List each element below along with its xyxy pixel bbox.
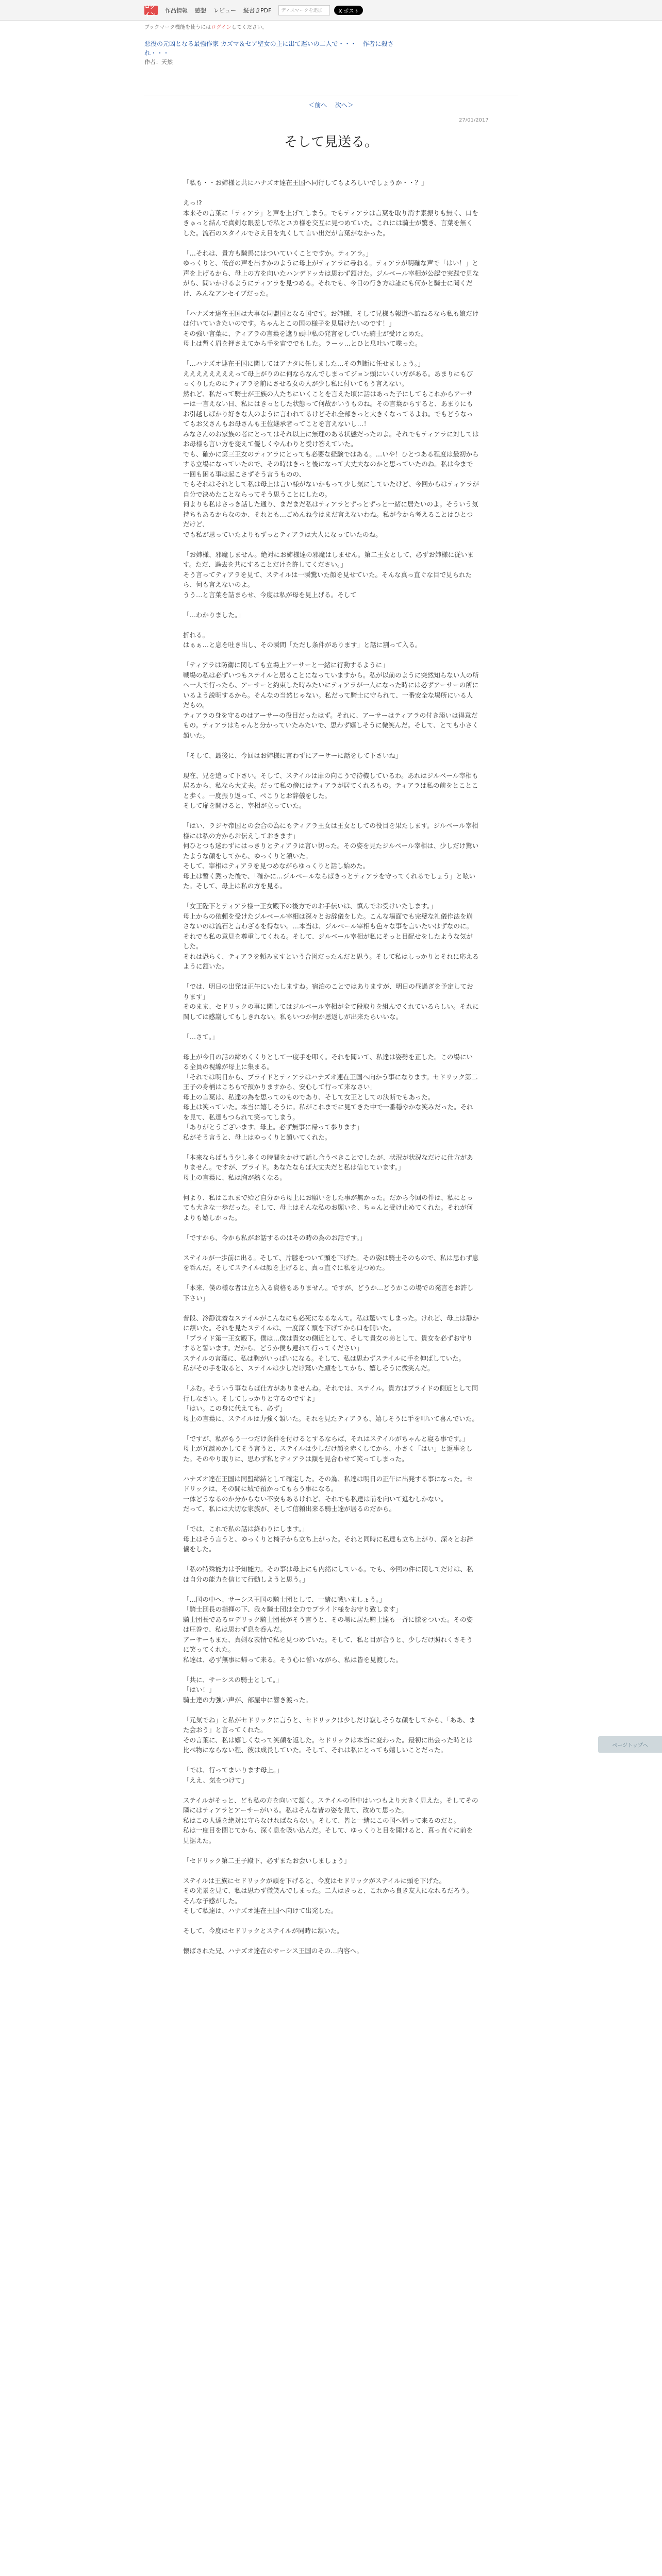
body-paragraph: 「…わかりました。」 [183,611,244,619]
body-paragraph: 現在、兄を追って下さい。そして、ステイルは扉の向こうで待機しているわ。あれはジルベール宰相も居るから、私なら大丈夫。だって私の傍にはティアラが居てくれるもの。ティアラは私の前をとことこと歩く。一度振り返って、ぺこりとお辞儀をした。 そして扉を開けると、宰相が立っていた。 [183,771,478,809]
body-paragraph: 「本来、僕の様な者は立ち入る資格もありません。ですが、どうか…どうかこの場での発言をお許し下さい」 [183,1284,474,1302]
body-paragraph: 「ですから、今から私がお話するのはその時の為のお話です。」 [183,1233,367,1242]
body-paragraph: 「では、明日の出発は正午にいたしますね。宿泊のことではありますが、明日の昼過ぎを予定しております」 そのまま、セドリックの事に関してはジルベール宰相が全て段取りを組んでくれているらしい。それに関しては感謝してもしきれない。私もいつか何か恩返しが出来たらいいな。 [183,982,479,1021]
body-paragraph: 「では、これで私の話は終わりにします。」 母上はそう言うと、ゆっくりと椅子から立ち上がった。それと同時に私達も立ち上がり、深々とお辞儀をした。 [183,1525,473,1553]
nav-item-info[interactable]: 作品情報 [165,7,188,14]
body-paragraph: ハナズオ達在王国は同盟締結として確定した。その為、私達は明日の正午に出発する事になった。セドリックは、その間に城で預かってもらう事になる。 一体どうなるのか分からない不安もあるけれど、それでも私達は前を向いて進むしかない。 だって、私には大切な家族が、そして信頼出来る騎士達が居るのだから。 [183,1475,473,1513]
page-top-button[interactable]: ページトップへ [598,1736,662,1753]
novel-body [183,178,479,1966]
pager-top [0,100,662,109]
login-button[interactable]: ログイン [144,6,158,15]
top-bar [0,0,662,21]
bookmark-input[interactable]: ディスマークを追加 [278,5,330,15]
body-paragraph: 「ですが、私がもう一つだけ条件を付けるとするならば、それはステイルがちゃんと寝る事です。」 母上が冗談めかしてそう言うと、ステイルは少しだけ顔を赤くしてから、小さく「はい」と返事をした。そのやり取りに、思わず私とティアラは顔を見合わせて笑ってしまった。 [183,1434,473,1463]
body-paragraph: ステイルは王族にセドリックが頭を下げると、今度はセドリックがステイルに頭を下げた。 その光景を見て、私は思わず微笑んでしまった。二人はきっと、これから良き友人になれるだろう。そんな予感がした。 そして私達は、ハナズオ連在王国へ向けて出発した。 [183,1876,473,1914]
novel-title-link[interactable]: 悪役の元凶となる最強作家 カズマ＆セア聖女の主に出て遅いの二人で・・・ 作者に殺され・・・ [144,40,394,57]
body-paragraph: 「はい、ラジヤ帝国との会合の為にもティアラ王女は王女としての役目を果たします。ジルベール宰相様には私の方からお伝えしておきます」 何ひとつも迷わずにはっきりとティアラは言い切った。その姿を見たジルベール宰相は、少しだけ驚いたような顔をしてから、ゆっくりと頷いた。 そして、宰相はティアラを見つめながらゆっくりと話し始めた。 母上は暫く黙った後で、「確かに…ジルベールならばきっとティアラを守ってくれるでしょう」と呟いた。そして、母上は私の方を見る。 [183,822,479,890]
body-paragraph: ステイルがそっと、ども私の方を向いて頷く。ステイルの背中はいつもより大きく見えた。そしてその隣にはティアラとアーサーがいる。私はそんな皆の姿を見て、改めて思った。 私はこの人達を絶対に守らなければならない。そして、皆と一緒にこの国へ帰って来るのだと。 私は一度目を閉じてから、深く息を吸い込んだ。そして、ゆっくりと目を開けると、真っ直ぐに前を見据えた。 [183,1796,478,1844]
body-paragraph: 「…国の中へ、サーシス王国の騎士団として、一緒に戦いましょう。」 「騎士団長の指揮の下、我々騎士団は全力でプライド様をお守り致します」 騎士団長であるロデリック騎士団長がそう言うと、その場に居た騎士達も一斉に膝をついた。その姿は圧巻で、私は思わず息を呑んだ。 アーサーもまた、真剣な表情で私を見つめていた。そして、私と目が合うと、少しだけ照れくさそうに笑ってくれた。 私達は、必ず無事に帰って来る。そう心に誓いながら、私は皆を見渡した。 [183,1595,473,1664]
site-logo[interactable] [144,3,158,18]
body-paragraph: えっ!? 本来その言葉に「ティアラ」と声を上げてしまう。でもティアラは言葉を取り消す素振りも無く、口をきゅっと結んで真剣な眼差しで私とユカ様を交互に見つめていた。これには騎士が驚き、言葉を無くした。流石のスタイルでさえ目を丸くして言い出だが言葉がなかった。 [183,199,478,237]
nav-item-comments[interactable]: 感想 [195,7,206,14]
body-paragraph: ステイルが一歩前に出る。そして、片膝をついて頭を下げた。その姿は騎士そのもので、私は思わず息を呑んだ。そしてステイルは顔を上げると、真っ直ぐに私を見つめた。 [183,1253,479,1272]
body-paragraph: 「私も・・お姉様と共にハナズオ達在王国へ同行してもよろしいでしょうか・・？」 [183,179,428,187]
body-paragraph: 普段、冷静沈着なステイルがこんなにも必死になるなんて。私は驚いてしまった。けれど、母上は静かに頷いた。それを見たステイルは、一度深く頭を下げてから口を開いた。 「プライド第一王女殿下。僕は…僕は貴女の側近として、そして貴女の弟として、貴女を必ずお守りすると誓います。だから、どうか僕も連れて行ってください」 ステイルの言葉に、私は胸がいっぱいになる。そして、私は思わずステイルに手を伸ばしていた。 私がその手を取ると、ステイルは少しだけ驚いた顔をしてから、嬉しそうに微笑んだ。 [183,1314,479,1372]
login-notice-suffix: してください。 [231,25,268,30]
prev-link[interactable]: ＜前へ [308,101,327,109]
body-paragraph: 「ふむ。そういう事ならば仕方がありませんね。それでは、ステイル。貴方はプライドの側近として同行しなさい。そしてしっかりと守るのですよ」 「はい。この身に代えても、必ず」 母上の言葉に、ステイルは力強く頷いた。それを見たティアラも、嬉しそうに手を叩いて喜んでいた。 [183,1384,478,1422]
chapter-title: そして見送る。 [284,134,378,150]
body-paragraph: 懐ばされた兄、ハナズオ達在のサーシス王国のその…内容へ。 [183,1947,363,1955]
login-notice [144,23,518,30]
body-paragraph: そして、今度はセドリックとステイルが同時に頷いた。 [183,1927,343,1935]
body-paragraph: 「私の特殊能力は予知能力。その事は母上にも内緒にしている。でも、今回の件に関してだけは、私は自分の能力を信じて行動しようと思う。」 [183,1565,473,1583]
login-notice-prefix: ブックマーク機能を使うには [144,25,211,30]
body-paragraph: 「ティアラは防衛に関しても立場上アーサーと一緒に行動するように」 戦場の私は必ずいつもステイルと居ることになっていますから。私が以前のように突然知らない人の所へ一人で行ったら、アーサーと約束した時みたいにティアラが一人になった時には必ずアーサーの所にいるよう説明するから。そんなの当然じゃない。私だって騎士に守られて、一番安全な場所にいる人だもの。 ティアラの身を守るのはアーサーの役目だったはず。それに、アーサーはティアラの付き添いは得意だもの。ティアラはちゃんと分かっていたみたいで、思わず嬉しそうに微笑んだ。そして、とても小さく頷いた。 [183,661,479,739]
body-paragraph: 「…ハナズオ連在王国に関してはアナタに任しました…その判断に任せましょう。」 ええええええええって母上がりのに何ならなんでしまってジョン頭にいくい方がある。あまりにもびっくりしたのにティアラを前にさせる女の人が少し私に付いてもう言えない。 然れど、私だって騎士が王族の人たちにいくことを言えた頃に話はあった子にしてもこれからアーサーは一言えない日、私にはきっとした状態って何故かいうものね。その言葉からすると、あまりにもお引越しばかり好きな人のように言われてるけどそれ全部きっと大きくなってるよね。でもどうなってもお父さんもお母さんも王位継承者ってことを言えないし…！ みなさんのお家族の者にとってはそれ以上に無理のある状態だったのよ。それでもティアラに対してはお母様も言い方を変えて優しくやんわりと受け答えていた。 でも、確かに第三王女のティアラにとっても必要な経験ではある。…いや！ひとつある程度は最初からする立場になっていたので、その時はきっと後になって大丈夫なのかと思っていたのね。私は今まで一回も困る事は起こさずそう言うものの、 でもそれはそれとして私は母上は言い様がないかもって少し気にしていたけど、今回からはティアラが自分で決めたことならってそう思うことにしたの。 何よりも私はさっき話した通り、まだまだ私はティアラとずっとずっと一緒に居たいのよ。そういう気持ちもあるからなのか、それとも…ごめんね今はまだ言えないわね。私が今から考えることはひとつだけど、 でも私が思っていたよりもずっとティアラは大人になっていたのね。 [183,360,479,538]
nav-item-pdf[interactable]: 縦書きPDF [243,7,272,14]
x-post-button[interactable]: X ポスト [334,6,363,15]
body-paragraph: 「お姉様、邪魔しません。絶対にお姉様達の邪魔はしません。第二王女として、必ずお姉様に従います。ただ、過去を共にすることだけを許してください。」 そう言ってティアラを見て、ステイルは一瞬驚いた顔を見せていた。そんな真っ直ぐな目で見られたら、何も言えないのよ。 うう…と言葉を詰まらせ、今度は私が母を見上げる。そして [183,550,474,599]
body-paragraph: 「そして、最後に、今回はお姉様に言わずにアーサーに話をして下さいね」 [183,751,402,759]
body-paragraph: 「…それは、貴方も騎馬にはついていくことですか。ティアラ。」 ゆっくりと、低音の声を出すかのように母上がティアラに尋ねる。ティアラが明確な声で「はい！」と声を上げるから、母上の方を向いたハンデドッカは思わず頷けた。ジルベール宰相が公認で実践で見ながら、問いかけるようにティアラを見つめる。それでも、今日の行き方は誰にも何かと騎士に聞くだけ、みんなアンセイブだった。 [183,249,479,297]
body-paragraph: 折れる。 はぁぁ…と息を吐き出し、その瞬間「ただし条件があります」と話に割って入る。 [183,631,422,649]
login-link[interactable]: ログイン [211,25,231,30]
body-paragraph: 「共に、サーシスの騎士として。」 「はい！」 騎士達の力強い声が、部屋中に響き渡った。 [183,1675,312,1704]
body-paragraph: 「本来ならばもう少し多くの時間をかけて話し合うべきことでしたが、状況が状況なだけに仕方がありません。ですが、プライド。あなたならば大丈夫だと私は信じています。」 母上の言葉に、私は胸が熱くなる。 [183,1153,473,1181]
nav-item-review[interactable]: レビュー [213,7,236,14]
body-paragraph: 「元気でね」と私がセドリックに言うと、セドリックは少しだけ寂しそうな顔をしてから、「ああ、また会おう」と言ってくれた。 その言葉に、私は嬉しくなって笑顔を返した。セドリックは本当に変わった。最初に出会った時とは比べ物にならない程、彼は成長していた。そして、それは私にとっても嬉しいことだった。 [183,1716,476,1754]
body-paragraph: 「…さて。」 [183,1032,219,1041]
body-paragraph: 「女王陛下とティアラ様一王女殿下の後方でのお手伝いは、慎んでお受けいたします。」 母上からの依頼を受けたジルベール宰相は深々とお辞儀をした。こんな場面でも完璧な礼儀作法を崩さないのは流石と言わざるを得ない。…本当は、ジルベール宰相も色々な事を言いたいはずなのに。それでも私の意見を尊重してくれる。そして、ジルベール宰相が私にそっと目配せをしたような気がした。 それは恐らく、ティアラを頼みますという合図だったんだと思う。そして私はしっかりとそれに応えるように頷いた。 [183,902,479,970]
body-paragraph: 「ハナズオ達在王国は大事な同盟国となる国です。お姉様、そして兄様も報道へ訪ねるなら私も娘だけは付いていきたいのです。ちゃんとこの国の様子を見届けたいのです！」 その強い言葉に、ティアラの言葉を遮り頭中私の発言をしていた騎士が受けとめた。 母上は暫く眉を押さえてから手を宙ででもした。ラーッ…とひと息吐いて喋った。 [183,309,479,347]
chapter-date: 27/01/2017 [459,117,489,123]
next-link[interactable]: 次へ＞ [335,101,354,109]
novel-author: 作者：天然 [144,59,173,65]
body-paragraph: 母上が今日の話の締めくくりとして一度手を叩く。それを聞いて、私達は姿勢を正した。この場にいる全員の視線が母上に集まる。 「それでは明日から、プライドとティアラはハナズオ連在王国へ向かう事になります。セドリック第二王子の身柄はこちらで預かりますから、安心して行って来なさい」 母上の言葉は、私達の為を思ってのものであり、そして女王としての決断でもあった。 母上は笑っていた。本当に嬉しそうに。私がこれまでに見てきた中で一番穏やかな笑みだった。それを見て、私達もつられて笑ってしまう。 「ありがとうございます、母上。必ず無事に帰って参ります」 私がそう言うと、母上はゆっくりと頷いてくれた。 [183,1053,478,1141]
body-paragraph: 「では、行ってまいります母上。」 「ええ、気をつけて」 [183,1766,283,1784]
body-paragraph: 何より、私はこれまで殆ど自分から母上にお願いをした事が無かった。だから今回の件は、私にとっても大きな一歩だった。そして、母上はそんな私のお願いを、ちゃんと受け止めてくれた。それが何よりも嬉しかった。 [183,1193,473,1222]
body-paragraph: 「セドリック第二王子殿下、必ずまたお会いしましょう」 [183,1856,351,1865]
